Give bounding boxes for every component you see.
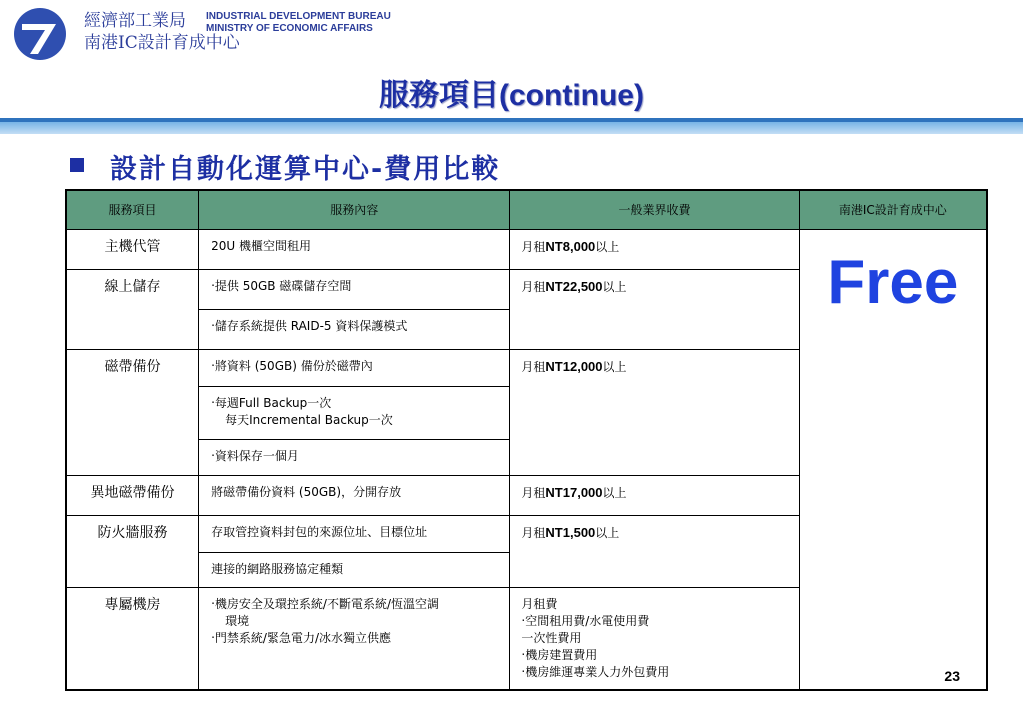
item-tape-backup: 磁帶備份 [66,350,199,476]
item-firewall: 防火牆服務 [66,516,199,588]
fee-line: ‧機房維運專業人力外包費用 [521,665,670,679]
fee-amount: NT12,000 [545,359,603,374]
free-cell [799,230,987,691]
fee-cell [510,516,799,588]
fee-prefix: 月租 [521,280,546,294]
content-cell: ‧將資料 (50GB) 備份於磁帶內 [199,350,510,387]
fee-line: 月租費 [521,597,558,611]
org-english-name [206,11,391,35]
header-industry-fee: 一般業界收費 [510,190,799,230]
content-cell: 存取管控資料封包的來源位址、目標位址 [199,516,510,553]
content-cell [199,387,510,440]
fee-amount: NT1,500 [545,525,596,540]
fee-prefix: 月租 [521,486,546,500]
content-line: 每天Incremental Backup一次 [225,413,393,427]
fee-amount: NT17,000 [545,485,603,500]
org-en-line1: INDUSTRIAL DEVELOPMENT BUREAU [206,11,391,22]
fee-cell [510,588,799,691]
content-cell: ‧提供 50GB 磁碟儲存空間 [199,270,510,310]
fee-amount: NT8,000 [545,239,596,254]
item-dedicated-server-room: 專屬機房 [66,588,199,691]
header-band-gradient [0,122,1023,134]
square-bullet-icon [70,158,84,172]
free-label: Free [827,248,959,317]
bureau-logo [8,6,72,62]
fee-cell [510,270,799,350]
fee-cell [510,350,799,476]
slide-title-en: (continue) [499,79,644,112]
slide-subtitle: 設計自動化運算中心-費用比較 [110,154,501,185]
content-line: ‧每週Full Backup一次 [211,396,332,410]
content-cell [199,588,510,691]
fee-line: ‧機房建置費用 [521,648,598,662]
org-en-line2: MINISTRY OF ECONOMIC AFFAIRS [206,23,373,34]
org-zh-line2: 南港IC設計育成中心 [84,33,240,53]
fee-prefix: 月租 [521,240,546,254]
item-hosting: 主機代管 [66,230,199,270]
header-service-item: 服務項目 [66,190,199,230]
content-cell: 連接的網路服務協定種類 [199,553,510,588]
fee-cell [510,476,799,516]
fee-prefix: 月租 [521,360,546,374]
header-service-content: 服務內容 [199,190,510,230]
content-cell: 將磁帶備份資料 (50GB)，分開存放 [199,476,510,516]
fee-amount: NT22,500 [545,279,603,294]
content-line: 環境 [225,614,250,628]
item-online-storage: 線上儲存 [66,270,199,350]
fee-line: 一次性費用 [521,631,582,645]
content-cell: ‧資料保存一個月 [199,440,510,476]
fee-suffix: 以上 [602,486,627,500]
header-nangang-center: 南港IC設計育成中心 [799,190,987,230]
content-cell: 20U 機櫃空間租用 [199,230,510,270]
fee-suffix: 以上 [595,526,620,540]
fee-suffix: 以上 [602,280,627,294]
fee-suffix: 以上 [595,240,620,254]
content-cell: ‧儲存系統提供 RAID-5 資料保護模式 [199,310,510,350]
content-line: ‧門禁系統/緊急電力/冰水獨立供應 [211,631,392,645]
table-row [66,230,987,270]
fee-line: ‧空間租用費/水電使用費 [521,614,650,628]
content-line: ‧機房安全及環控系統/不斷電系統/恆溫空調 [211,597,440,611]
slide-title-zh: 服務項目 [379,78,499,113]
table-header-row [66,190,987,230]
fee-comparison-table [65,189,988,691]
page-number: 23 [944,668,960,684]
fee-prefix: 月租 [521,526,546,540]
item-offsite-tape-backup: 異地磁帶備份 [66,476,199,516]
org-zh-line1: 經濟部工業局 [84,11,186,31]
fee-suffix: 以上 [602,360,627,374]
fee-cell [510,230,799,270]
slide-title [0,70,1023,114]
